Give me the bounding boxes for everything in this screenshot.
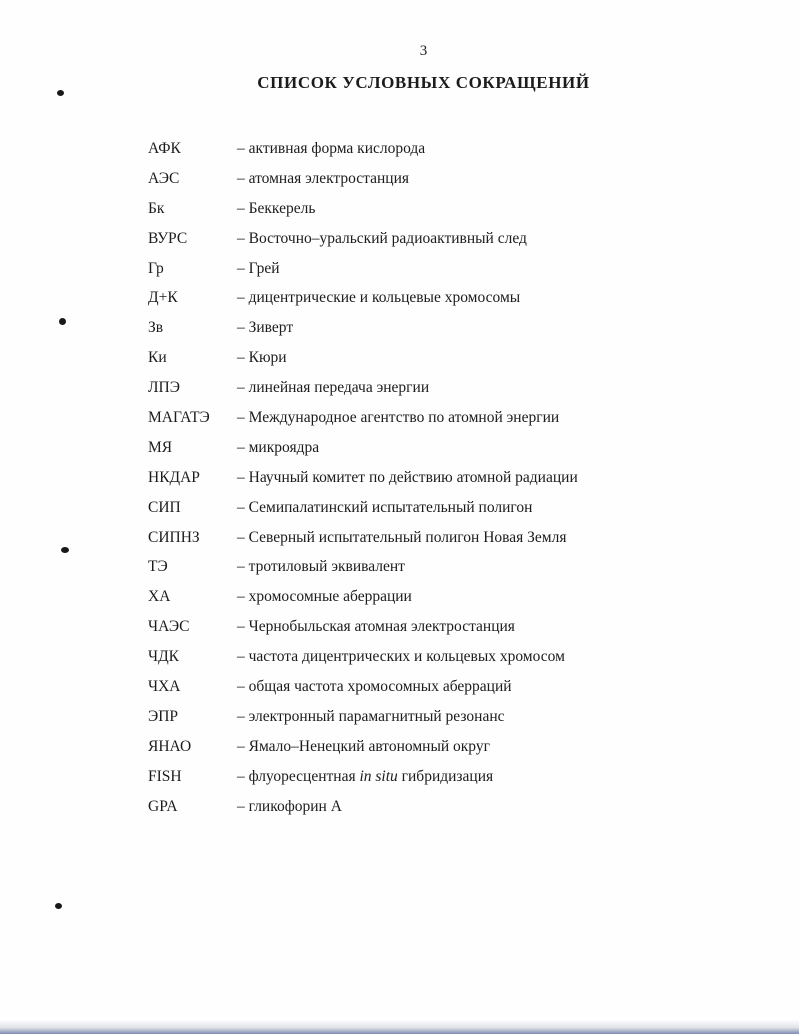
abbreviation-row — [148, 373, 799, 403]
scan-dot — [55, 903, 62, 909]
abbreviation-row — [148, 792, 799, 822]
scan-dot — [57, 90, 64, 96]
abbreviation-row — [148, 313, 799, 343]
abbreviation-definition: – линейная передача энергии — [237, 379, 430, 397]
abbreviation-row — [148, 702, 799, 732]
scan-bottom-edge — [0, 1020, 799, 1034]
abbreviation-definition: – атомная электростанция — [237, 169, 410, 187]
abbreviation-row — [148, 343, 799, 373]
abbreviation-definition: – Зиверт — [237, 319, 294, 337]
abbreviation-term: АЭС — [148, 169, 180, 187]
abbreviation-row — [148, 732, 799, 762]
abbreviation-definition: – Кюри — [237, 349, 287, 367]
page-number: 3 — [419, 43, 428, 59]
abbreviation-list — [0, 134, 799, 821]
abbreviation-row — [148, 283, 799, 313]
abbreviation-row — [148, 194, 799, 224]
abbreviation-definition: – микроядра — [237, 438, 320, 456]
abbreviation-term: Зв — [148, 319, 164, 337]
abbreviation-row — [148, 224, 799, 254]
page-title: СПИСОК УСЛОВНЫХ СОКРАЩЕНИЙ — [257, 73, 590, 92]
abbreviation-term: ВУРС — [148, 229, 188, 247]
abbreviation-definition: – Беккерель — [237, 199, 316, 217]
abbreviation-definition: – частота дицентрических и кольцевых хромосом — [237, 648, 565, 666]
abbreviation-term: МЯ — [148, 438, 173, 456]
abbreviation-row — [148, 403, 799, 433]
abbreviation-term: ХА — [148, 588, 171, 606]
abbreviation-definition: – общая частота хромосомных аберраций — [237, 677, 512, 695]
abbreviation-definition: – Восточно–уральский радиоактивный след — [237, 229, 527, 247]
abbreviation-term: ЛПЭ — [148, 379, 180, 397]
abbreviation-definition: – Семипалатинский испытательный полигон — [237, 498, 533, 516]
abbreviation-term: GPA — [148, 797, 178, 815]
abbreviation-term: ЧДК — [148, 648, 179, 666]
abbreviation-term: ЧАЭС — [148, 618, 190, 636]
abbreviation-definition: – Грей — [237, 259, 280, 277]
abbreviation-term: Бк — [148, 199, 165, 217]
abbreviation-definition: – тротиловый эквивалент — [237, 558, 405, 576]
abbreviation-term: СИПНЗ — [148, 528, 200, 546]
abbreviation-term: FISH — [148, 767, 182, 785]
abbreviation-row — [148, 642, 799, 672]
scan-dot — [61, 547, 69, 553]
abbreviation-row — [148, 433, 799, 463]
abbreviation-term: ЭПР — [148, 707, 179, 725]
abbreviation-row — [148, 463, 799, 493]
abbreviation-row — [148, 672, 799, 702]
abbreviation-term: ЧХА — [148, 677, 181, 695]
abbreviation-term: Ки — [148, 349, 167, 367]
abbreviation-definition: – флуоресцентная in situ гибридизация — [237, 767, 494, 785]
abbreviation-term: СИП — [148, 498, 181, 516]
abbreviation-definition: – активная форма кислорода — [237, 139, 426, 157]
abbreviation-definition: – Научный комитет по действию атомной радиации — [237, 468, 578, 486]
abbreviation-term: НКДАР — [148, 468, 200, 486]
abbreviation-row — [148, 762, 799, 792]
abbreviation-term: ЯНАО — [148, 737, 192, 755]
abbreviation-row — [148, 523, 799, 553]
abbreviation-row — [148, 612, 799, 642]
abbreviation-term: Д+К — [148, 289, 178, 307]
abbreviation-definition: – хромосомные аберрации — [237, 588, 412, 606]
abbreviation-definition: – электронный парамагнитный резонанс — [237, 707, 505, 725]
abbreviation-row — [148, 254, 799, 284]
abbreviation-term: ТЭ — [148, 558, 168, 576]
abbreviation-definition: – гликофорин А — [237, 797, 342, 815]
abbreviation-definition: – Ямало–Ненецкий автономный округ — [237, 737, 490, 755]
abbreviation-row — [148, 582, 799, 612]
abbreviation-term: МАГАТЭ — [148, 408, 210, 426]
abbreviation-term: АФК — [148, 139, 181, 157]
abbreviation-row — [148, 164, 799, 194]
abbreviation-row — [148, 493, 799, 523]
abbreviation-definition: – дицентрические и кольцевые хромосомы — [237, 289, 521, 307]
abbreviation-term: Гр — [148, 259, 164, 277]
abbreviation-row — [148, 134, 799, 164]
scan-dot — [59, 318, 66, 325]
abbreviation-definition: – Чернобыльская атомная электростанция — [237, 618, 515, 636]
abbreviation-definition: – Северный испытательный полигон Новая Земля — [237, 528, 567, 546]
abbreviation-row — [148, 552, 799, 582]
abbreviation-definition: – Международное агентство по атомной энергии — [237, 408, 560, 426]
